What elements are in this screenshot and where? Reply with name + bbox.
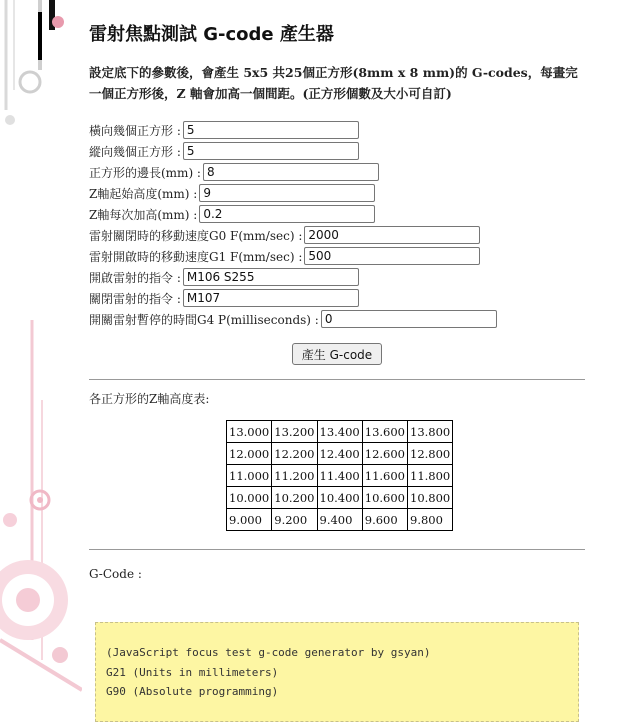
g0-speed-input[interactable] — [304, 226, 480, 244]
table-cell: 9.800 — [408, 509, 453, 531]
field-label: 開啟雷射的指令 : — [89, 270, 181, 285]
table-cell: 11.000 — [227, 465, 272, 487]
g1-speed-input[interactable] — [304, 247, 480, 265]
table-cell: 12.400 — [317, 443, 362, 465]
divider — [89, 379, 585, 380]
table-label: 各正方形的Z軸高度表: — [89, 392, 210, 406]
table-cell: 9.000 — [227, 509, 272, 531]
table-cell: 13.200 — [272, 421, 317, 443]
decorative-side-graphic — [0, 0, 82, 700]
z-height-table — [226, 420, 453, 531]
dwell-time-input[interactable] — [321, 310, 497, 328]
field-laser-off — [89, 288, 359, 308]
divider — [89, 549, 585, 550]
table-cell: 13.000 — [227, 421, 272, 443]
z-start-input[interactable] — [199, 184, 375, 202]
table-row — [227, 443, 453, 465]
gcode-line: G90 (Absolute programming) — [106, 685, 279, 698]
field-label: 開關雷射暫停的時間G4 P(milliseconds) : — [89, 312, 319, 327]
table-row — [227, 465, 453, 487]
field-label: 雷射開啟時的移動速度G1 F(mm/sec) : — [89, 249, 303, 264]
table-cell: 10.200 — [272, 487, 317, 509]
table-cell: 12.000 — [227, 443, 272, 465]
field-z-step — [89, 204, 375, 224]
laser-off-command-input[interactable] — [183, 289, 359, 307]
laser-on-command-input[interactable] — [183, 268, 359, 286]
table-cell: 11.800 — [408, 465, 453, 487]
table-row — [227, 421, 453, 443]
field-label: 關閉雷射的指令 : — [89, 291, 181, 306]
table-cell: 12.200 — [272, 443, 317, 465]
field-z-start — [89, 183, 375, 203]
field-square-size — [89, 162, 379, 182]
table-cell: 11.600 — [362, 465, 407, 487]
table-cell: 9.600 — [362, 509, 407, 531]
field-label: 橫向幾個正方形 : — [89, 123, 181, 138]
generate-gcode-button[interactable]: 產生 G-code — [292, 343, 382, 365]
table-cell: 13.800 — [408, 421, 453, 443]
field-g1-speed — [89, 246, 480, 266]
table-cell: 10.600 — [362, 487, 407, 509]
intro-description: 設定底下的參數後，會產生 5x5 共25個正方形(8mm x 8 mm)的 G-codes，每畫完一個正方形後，Z 軸會加高一個間距。(正方形個數及大小可自訂) — [89, 65, 578, 101]
rows-input[interactable] — [183, 142, 359, 160]
table-cell: 13.400 — [317, 421, 362, 443]
field-rows — [89, 141, 359, 161]
table-cell: 13.600 — [362, 421, 407, 443]
field-label: Z軸每次加高(mm) : — [89, 207, 198, 222]
columns-input[interactable] — [183, 121, 359, 139]
field-g0-speed — [89, 225, 480, 245]
field-columns — [89, 120, 359, 140]
gcode-output[interactable] — [95, 622, 579, 722]
gcode-line: G21 (Units in millimeters) — [106, 665, 279, 679]
table-cell: 12.600 — [362, 443, 407, 465]
square-size-input[interactable] — [203, 163, 379, 181]
table-cell: 12.800 — [408, 443, 453, 465]
page-title: 雷射焦點測試 G-code 產生器 — [89, 24, 334, 45]
field-laser-on — [89, 267, 359, 287]
field-label: 縱向幾個正方形 : — [89, 144, 181, 159]
table-cell: 10.000 — [227, 487, 272, 509]
gcode-label: G-Code : — [89, 567, 142, 581]
table-cell: 10.800 — [408, 487, 453, 509]
table-cell: 10.400 — [317, 487, 362, 509]
table-row — [227, 487, 453, 509]
table-cell: 9.400 — [317, 509, 362, 531]
table-row — [227, 509, 453, 531]
table-cell: 11.400 — [317, 465, 362, 487]
field-dwell — [89, 309, 497, 329]
field-label: 雷射關閉時的移動速度G0 F(mm/sec) : — [89, 228, 303, 243]
field-label: Z軸起始高度(mm) : — [89, 186, 198, 201]
z-step-input[interactable] — [199, 205, 375, 223]
gcode-line: (JavaScript focus test g-code generator by gsyan) — [106, 646, 431, 659]
table-cell: 9.200 — [272, 509, 317, 531]
field-label: 正方形的邊長(mm) : — [89, 165, 201, 180]
table-cell: 11.200 — [272, 465, 317, 487]
